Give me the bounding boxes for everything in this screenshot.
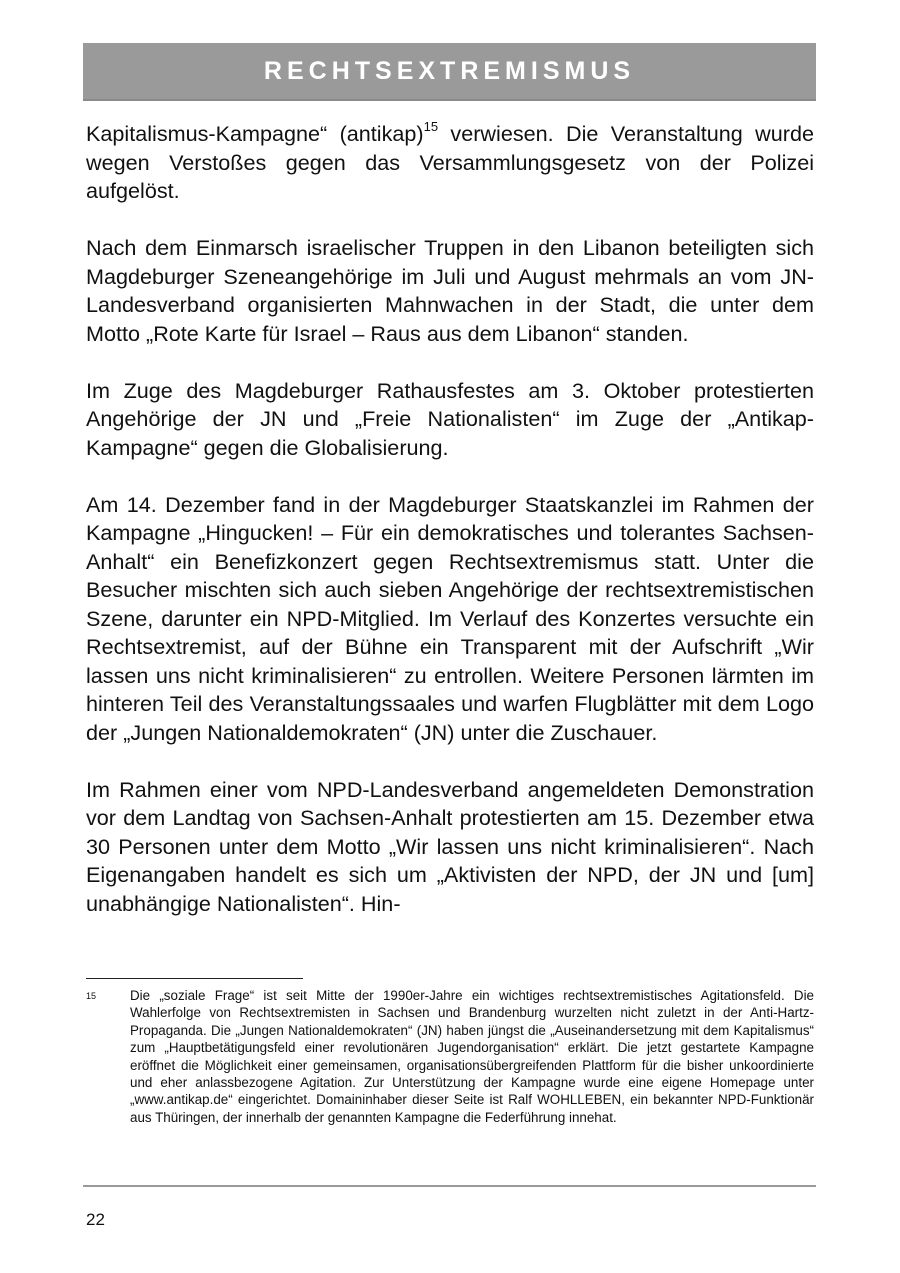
- footnote-number: 15: [86, 991, 97, 1001]
- paragraph-4: Am 14. Dezember fand in der Magdeburger Staatskanzlei im Rahmen der Kampagne „Hingucken! – Für ein demokratisches und tolerantes Sachsen-Anhalt“ ein Benefizkonzert gegen Rechtsextremismus statt. Unter die Besucher mischten sich auch sieben Angehörige der rechtsextremistischen Szene, darunter ein NPD-Mitglied. Im Verlauf des Konzertes versuchte ein Rechtsextremist, auf der Bühne ein Transparent mit der Aufschrift „Wir lassen uns nicht kriminalisieren“ zu entrollen. Weitere Personen lärmten im hinteren Teil des Veranstaltungssaales und warfen Flugblätter mit dem Logo der „Jungen Nationaldemokraten“ (JN) unter die Zuschauer.: [86, 491, 814, 745]
- paragraph-1: [86, 120, 814, 206]
- paragraph-5: Im Rahmen einer vom NPD-Landesverband angemeldeten Demonstration vor dem Landtag von Sachsen-Anhalt protestierten am 15. Dezember etwa 30 Personen unter dem Motto „Wir lassen uns nicht kriminalisieren“. Nach Eigenangaben handelt es sich um „Aktivisten der NPD, der JN und [um] unabhängige Nationalisten“. Hin-: [86, 776, 814, 916]
- section-header-band: [83, 43, 816, 101]
- page-number: 22: [86, 1210, 105, 1229]
- footnote-reference[interactable]: 15: [423, 118, 439, 134]
- footnote-text: Die „soziale Frage“ ist seit Mitte der 1990er-Jahre ein wichtiges rechtsextremistisches Agitationsfeld. Die Wahlerfolge von Rechtsextremisten in Sachsen und Brandenburg wurzelten nicht zuletzt in der Anti-Hartz-Propaganda. Die „Jungen Nationaldemokraten“ (JN) haben jüngst die „Auseinandersetzung mit dem Kapitalismus“ zum „Hauptbetätigungsfeld einer revolutionären Jugendorganisation“ erklärt. Die jetzt gestartete Kampagne eröffnet die Möglichkeit einer gemeinsamen, organisationsübergreifenden Plattform für die bisher unkoordinierte und eher anlassbezogene Agitation. Zur Unterstützung der Kampagne wurde eine eigene Homepage unter „www.antikap.de“ eingerichtet. Domaininhaber dieser Seite ist Ralf WOHLLEBEN, ein bekannter NPD-Funktionär aus Thüringen, der innerhalb der genannten Kampagne die Federführung innehat.: [130, 988, 814, 1125]
- body-text: [86, 120, 814, 947]
- paragraph-1-text-a: Kapitalismus-Kampagne“ (antikap): [86, 121, 424, 146]
- footer-divider: [83, 1185, 816, 1187]
- footnote: [86, 987, 814, 1126]
- paragraph-3: Im Zuge des Magdeburger Rathausfestes am 3. Oktober protestierten Angehörige der JN und „Freie Nationalisten“ im Zuge der „Antikap-Kampagne“ gegen die Globalisierung.: [86, 377, 814, 460]
- paragraph-2: Nach dem Einmarsch israelischer Truppen in den Libanon beteiligten sich Magdeburger Szeneangehörige im Juli und August mehrmals an vom JN-Landesverband organisierten Mahnwachen in der Stadt, die unter dem Motto „Rote Karte für Israel – Raus aus dem Libanon“ standen.: [86, 235, 814, 346]
- paragraph-1-text-b: verwiesen. Die Veranstaltung wurde wegen Verstoßes gegen das Versammlungsgesetz von der Polizei aufgelöst.: [86, 121, 814, 203]
- section-title: RECHTSEXTREMISMUS: [263, 56, 636, 85]
- footnote-separator: [86, 978, 303, 979]
